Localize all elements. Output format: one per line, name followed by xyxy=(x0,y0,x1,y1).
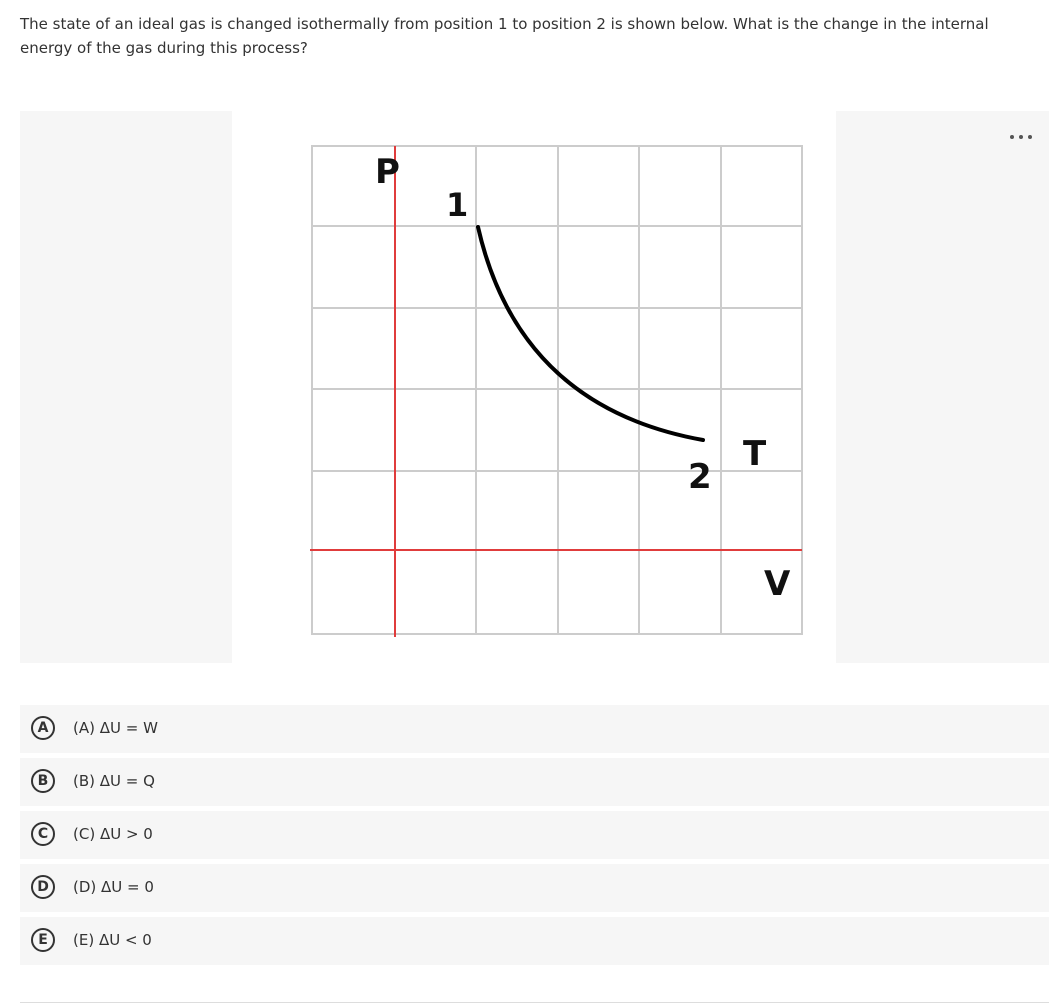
option-letter-badge: B xyxy=(31,769,55,793)
option-label: (B) ΔU = Q xyxy=(73,772,155,790)
answer-option-e[interactable] xyxy=(20,917,1049,965)
more-horizontal-icon[interactable] xyxy=(1010,131,1032,143)
dot xyxy=(1028,135,1032,139)
isotherm-curve xyxy=(478,227,703,440)
option-letter-badge: E xyxy=(31,928,55,952)
option-label: (A) ΔU = W xyxy=(73,719,158,737)
v-axis-label: V xyxy=(764,564,791,604)
answer-option-a[interactable] xyxy=(20,705,1049,753)
figure-container xyxy=(20,111,1049,663)
question-text: The state of an ideal gas is changed isothermally from position 1 to position 2 is shown below. What is the change in the internal energy of the gas during this process? xyxy=(20,15,989,57)
option-letter-badge: C xyxy=(31,822,55,846)
point-1-label: 1 xyxy=(446,186,469,224)
pv-diagram xyxy=(232,111,836,663)
dot xyxy=(1010,135,1014,139)
option-label: (C) ΔU > 0 xyxy=(73,825,153,843)
divider xyxy=(20,1002,1049,1003)
pv-diagram-svg xyxy=(232,111,836,663)
option-letter-badge: A xyxy=(31,716,55,740)
answer-option-c[interactable] xyxy=(20,811,1049,859)
isotherm-label: T xyxy=(743,434,767,474)
option-label: (D) ΔU = 0 xyxy=(73,878,154,896)
option-label: (E) ΔU < 0 xyxy=(73,931,152,949)
grid xyxy=(312,146,802,634)
dot xyxy=(1019,135,1023,139)
point-2-label: 2 xyxy=(688,457,712,497)
p-axis-label: P xyxy=(375,152,400,192)
answer-option-d[interactable] xyxy=(20,864,1049,912)
option-letter-badge: D xyxy=(31,875,55,899)
answer-option-b[interactable] xyxy=(20,758,1049,806)
